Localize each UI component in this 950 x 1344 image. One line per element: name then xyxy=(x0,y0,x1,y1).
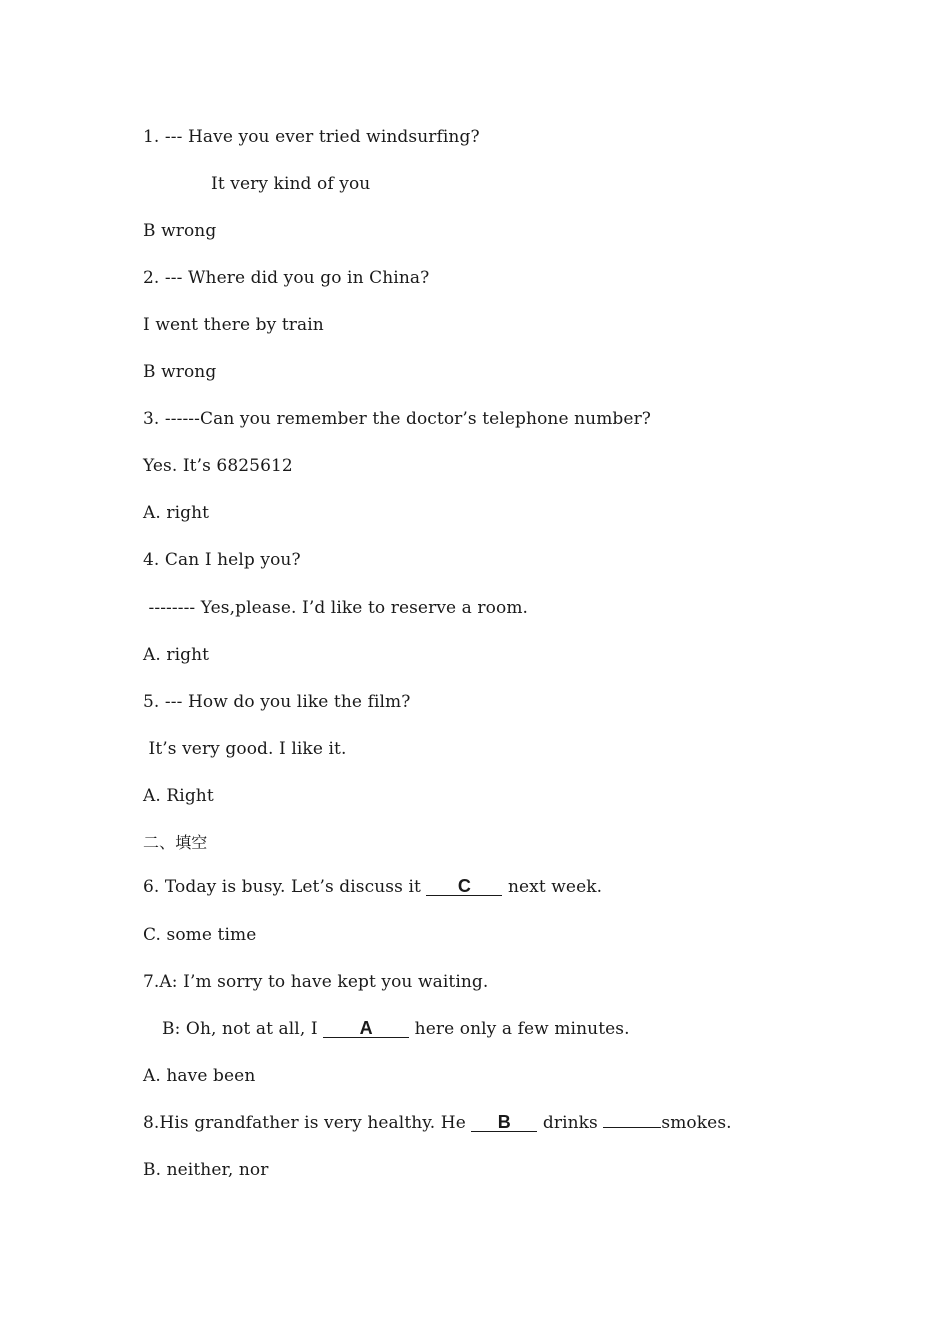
question-5-prompt: 5. --- How do you like the film? xyxy=(143,692,411,712)
question-5-response: It’s very good. I like it. xyxy=(143,739,347,759)
fill-8-before: 8.His grandfather is very healthy. He xyxy=(143,1113,472,1133)
fill-8-line xyxy=(143,1112,732,1134)
fill-7-line-2 xyxy=(162,1018,630,1040)
fill-8-blank-2 xyxy=(603,1127,661,1128)
question-3-prompt: 3. ------Can you remember the doctor’s telephone number? xyxy=(143,409,652,429)
question-1-answer: B wrong xyxy=(143,221,217,241)
fill-8-blank: B xyxy=(471,1113,537,1132)
fill-7-answer: A. have been xyxy=(143,1066,256,1086)
fill-7-after: here only a few minutes. xyxy=(409,1019,630,1039)
fill-7-before: B: Oh, not at all, I xyxy=(162,1019,324,1039)
fill-8-mid: drinks xyxy=(537,1113,604,1133)
question-4-prompt: 4. Can I help you? xyxy=(143,550,301,570)
fill-7-line-1: 7.A: I’m sorry to have kept you waiting. xyxy=(143,972,489,992)
question-1-response: It very kind of you xyxy=(211,174,371,194)
question-5-answer: A. Right xyxy=(143,786,214,806)
fill-8-answer: B. neither, nor xyxy=(143,1160,269,1180)
fill-6-answer: C. some time xyxy=(143,925,257,945)
question-2-prompt: 2. --- Where did you go in China? xyxy=(143,268,430,288)
question-2-answer: B wrong xyxy=(143,362,217,382)
fill-6-after: next week. xyxy=(502,877,603,897)
question-3-answer: A. right xyxy=(143,503,210,523)
question-1-prompt: 1. --- Have you ever tried windsurfing? xyxy=(143,127,480,147)
fill-6-line xyxy=(143,876,602,898)
fill-6-blank: C xyxy=(426,877,502,896)
question-4-response: -------- Yes,please. I’d like to reserve a room. xyxy=(143,598,529,618)
fill-8-after: smokes. xyxy=(661,1113,732,1133)
section-title: 二、填空 xyxy=(143,833,208,852)
question-4-answer: A. right xyxy=(143,645,210,665)
question-3-response: Yes. It’s 6825612 xyxy=(143,456,293,476)
question-2-response: I went there by train xyxy=(143,315,324,335)
fill-7-blank: A xyxy=(323,1019,409,1038)
fill-6-before: 6. Today is busy. Let’s discuss it xyxy=(143,877,427,897)
